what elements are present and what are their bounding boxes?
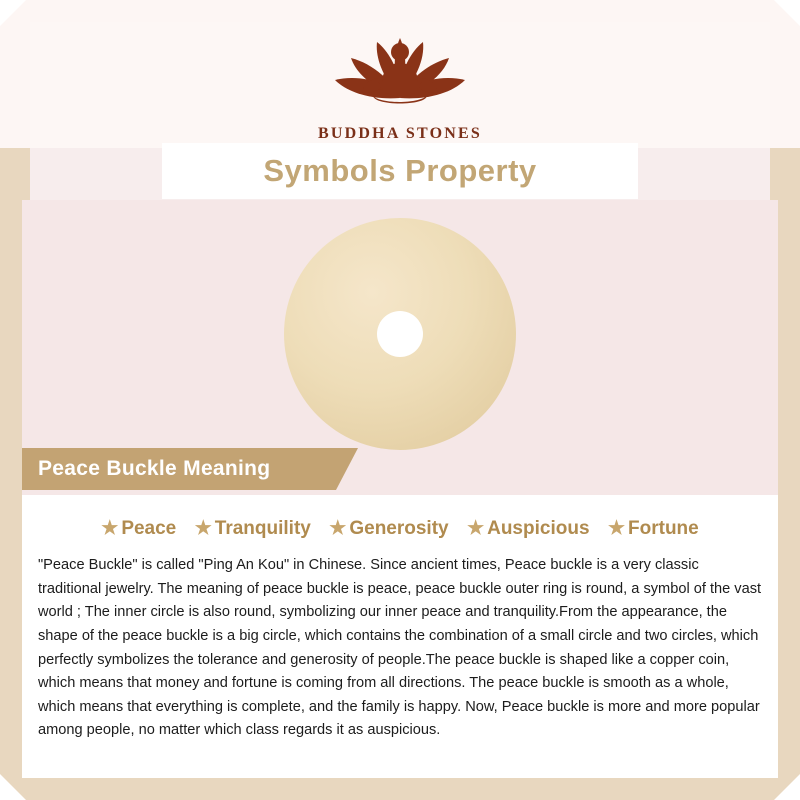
star-icon: ★ (194, 518, 212, 539)
star-icon: ★ (607, 518, 626, 539)
keyword-label: Auspicious (487, 518, 590, 539)
section-ribbon-tail (336, 448, 358, 490)
star-icon: ★ (101, 518, 119, 539)
star-icon: ★ (329, 518, 347, 539)
peace-buckle-disc-icon (284, 218, 516, 450)
list-item (101, 517, 176, 540)
lotus-meditation-icon (305, 18, 495, 116)
star-icon: ★ (467, 518, 485, 539)
section-ribbon-label: Peace Buckle Meaning (38, 457, 271, 480)
description-paragraph: "Peace Buckle" is called "Ping An Kou" in Chinese. Since ancient times, Peace buckle is a very classic traditional jewelry. The meaning of peace buckle is peace, peace buckle outer ring is round, a symbol of the vast world ; The inner circle is also round, symbolizing our inner peace and tranquility.From the appearance, the shape of the peace buckle is a big circle, which contains the combination of a small circle and two circles, which perfectly symbolizes the tolerance and generosity of people.The peace buckle is shaped like a copper coin, which means that money and fortune is coming from all directions. The peace buckle is smooth as a whole, which means that everything is complete, and the family is happy. Now, Peace buckle is more and more popular among people, no matter which class regards it as auspicious. (38, 557, 762, 739)
frame-bottom-border (0, 778, 800, 800)
brand-name: BUDDHA STONES (318, 125, 482, 142)
peace-buckle-hole (377, 311, 423, 357)
keyword-label: Tranquility (214, 518, 311, 539)
list-item (195, 517, 311, 540)
list-item (329, 517, 448, 540)
list-item (608, 517, 699, 540)
page-title-band (162, 143, 638, 199)
keyword-label: Peace (121, 518, 177, 539)
content-area (22, 495, 778, 778)
keyword-list (22, 517, 778, 540)
keyword-label: Generosity (349, 518, 449, 539)
list-item (467, 517, 589, 540)
brand-logo (0, 18, 800, 143)
keyword-label: Fortune (628, 518, 699, 539)
product-image (0, 218, 800, 455)
page-title: Symbols Property (263, 153, 537, 188)
